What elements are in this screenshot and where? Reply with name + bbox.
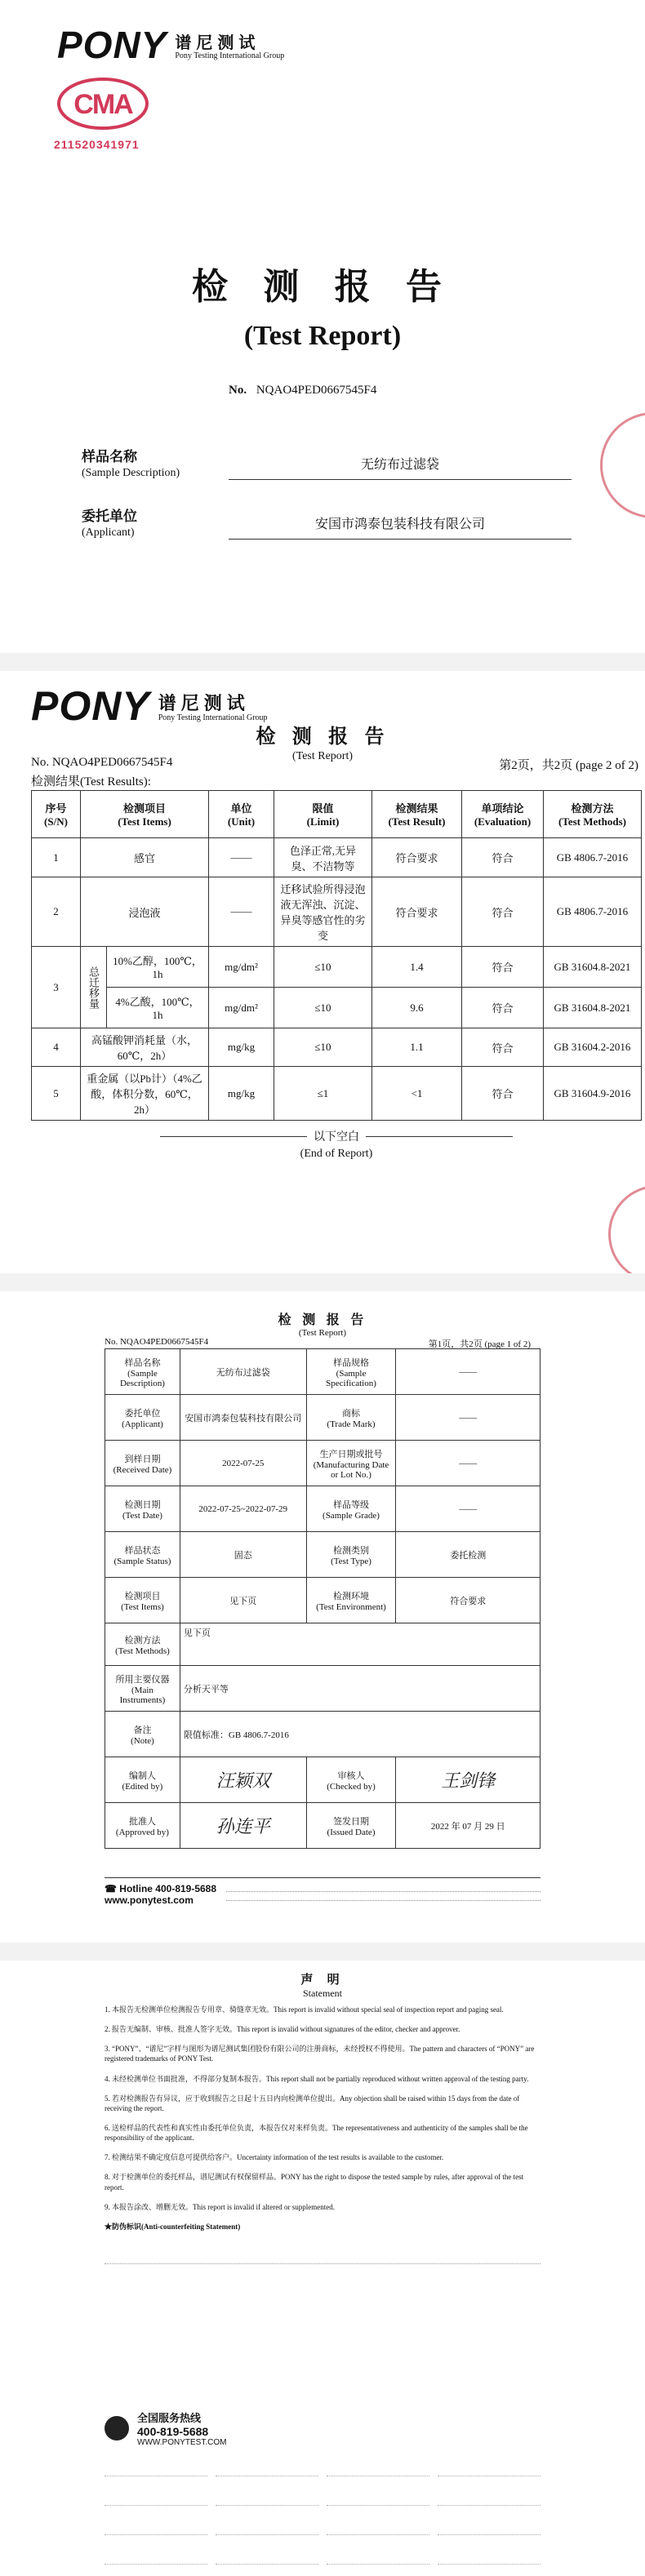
page-info: 第2页，共2页 (page 2 of 2) — [499, 759, 638, 772]
results-header-row — [32, 791, 642, 838]
statement-item: 7. 检测结果不确定度信息可提供给客户。Uncertainty information of the test results is available to the customer. — [105, 2153, 444, 2162]
results-label: 检测结果(Test Results): — [31, 775, 151, 788]
svg-text:CMA: CMA — [73, 89, 132, 120]
report-number: No. NQAO4PED0667545F4 — [105, 1337, 209, 1347]
hotline-block — [105, 2409, 226, 2447]
pony-round-logo-icon — [105, 2416, 129, 2441]
report-title-en: (Test Report) — [291, 750, 354, 762]
sample-field — [82, 445, 572, 480]
header-unit: 单位 (Unit) — [209, 791, 274, 838]
hotline-label: 全国服务热线 — [137, 2413, 202, 2425]
table-row: 1 感官 —— 色泽正常,无异臭、不洁物等 符合要求 符合 GB 4806.7-2016 — [32, 838, 642, 877]
sample-label-cn: 样品名称 — [82, 449, 137, 465]
report-number — [229, 384, 376, 398]
brand-name: PONY — [57, 24, 167, 66]
header-limit: 限值 (Limit) — [274, 791, 372, 838]
statement-item: 2. 报告无编制、审核、批准人签字无效。This report is invalid without signatures of the editor, checker and approver. — [105, 2025, 460, 2034]
statement-page — [0, 1961, 645, 2576]
applicant-value: 安国市鸿泰包装科技有限公司 — [229, 513, 572, 540]
checker-signature: 王剑锋 — [441, 1771, 496, 1792]
end-of-report-text: (End of Report) — [300, 1148, 373, 1160]
statement-item: 6. 送检样品的代表性和真实性由委托单位负责，本报告仅对来样负责。The representativeness and authenticity of the samples shall be the responsibility of the applicant. — [105, 2123, 528, 2143]
statement-item: 3. “PONY”、“谱尼”字样与图形为谱尼测试集团股份有限公司的注册商标，未经授权不得使用。The pattern and characters of “PONY” are registered trademarks of PONY Test. — [105, 2045, 535, 2063]
info-row: 备注 (Note) 限值标准：GB 4806.7-2016 — [105, 1712, 540, 1757]
page-footer — [105, 1877, 540, 1906]
info-row: 样品名称 (Sample Description) 无纺布过滤袋 样品规格 (Sample Specification) —— — [105, 1349, 540, 1395]
cma-code: 211520341971 — [54, 138, 140, 151]
company-logo — [57, 23, 284, 67]
results-page — [0, 671, 645, 1273]
table-row: 4%乙酸，100℃，1h mg/dm² ≤10 9.6 符合 GB 31604.8-2021 — [32, 988, 642, 1028]
sample-label-en: (Sample Description) — [82, 467, 180, 479]
company-seal-partial — [608, 1185, 645, 1273]
statement-title-en: Statement — [303, 1988, 342, 1999]
report-title-en: (Test Report) — [243, 321, 402, 351]
report-number-label: No. — [229, 384, 247, 397]
applicant-label-cn: 委托单位 — [82, 509, 137, 525]
table-row: 3 总迁移量 10%乙醇，100℃，1h mg/dm² ≤10 1.4 符合 GB 31604.8-2021 — [32, 947, 642, 988]
info-table — [105, 1348, 540, 1849]
header-methods: 检测方法 (Test Methods) — [544, 791, 642, 838]
statement-item: 8. 对于检测单位的委托样品，谱尼测试有权保留样品。PONY has the right to dispose the tested sample by rules, after approval of the test report. — [105, 2173, 524, 2192]
statement-item: 4. 未经检测单位书面批准，不得部分复制本报告。This report shall not be partially reproduced without written approval of the testing party. — [105, 2074, 529, 2083]
report-title-en: (Test Report) — [298, 1328, 347, 1338]
info-row: 样品状态 (Sample Status) 固态 检测类别 (Test Type) 委托检测 — [105, 1532, 540, 1578]
hotline: ☎ Hotline 400-819-5688 — [105, 1883, 217, 1894]
info-row: 委托单位 (Applicant) 安国市鸿泰包装科技有限公司 商标 (Trade Mark) —— — [105, 1395, 540, 1441]
brand-name: PONY — [31, 683, 150, 729]
website: WWW.PONYTEST.COM — [137, 2438, 227, 2447]
page-divider — [0, 1943, 645, 1961]
statement-title-cn: 声 明 — [300, 1972, 345, 1987]
signature-row: 批准人 (Approved by) 孙连平 签发日期 (Issued Date) 2022 年 07 月 29 日 — [105, 1803, 540, 1849]
website: www.ponytest.com — [105, 1894, 194, 1906]
info-row: 到样日期 (Received Date) 2022-07-25 生产日期或批号 (Manufacturing Date or Lot No.) —— — [105, 1441, 540, 1486]
table-row: 5 重金属（以Pb计）（4%乙酸，体积分数，60℃，2h） mg/kg ≤1 <1 符合 GB 31604.9-2016 — [32, 1067, 642, 1121]
statement-list — [105, 2005, 540, 2264]
brand-name-cn: 谱尼测试 — [175, 33, 260, 52]
header-sn: 序号 (S/N) — [32, 791, 81, 838]
approver-signature: 孙连平 — [216, 1817, 270, 1837]
cma-logo-icon — [54, 75, 152, 132]
report-title-cn: 检 测 报 告 — [192, 266, 453, 308]
statement-item: 5. 若对检测报告有异议，应于收到报告之日起十五日内向检测单位提出。Any objection shall be raised within 15 days from the date of receiving the report. — [105, 2094, 520, 2112]
page-divider — [0, 653, 645, 671]
table-row: 2 浸泡液 —— 迁移试验所得浸泡液无浑浊、沉淀、异臭等感官性的劣变 符合要求 符合 GB 4806.7-2016 — [32, 877, 642, 947]
editor-signature: 汪颖双 — [216, 1771, 270, 1792]
page-divider — [0, 1273, 645, 1291]
sample-value: 无纺布过滤袋 — [229, 454, 572, 480]
signature-row: 编制人 (Edited by) 汪颖双 审核人 (Checked by) 王剑锋 — [105, 1757, 540, 1803]
statement-item: 1. 本报告无检测单位检测报告专用章、骑缝章无效。This report is invalid without special seal of inspection report and paging seal. — [105, 2005, 504, 2014]
statement-item: 9. 本报告涂改、增删无效。This report is invalid if altered or supplemented. — [105, 2202, 335, 2211]
info-row: 检测日期 (Test Date) 2022-07-25~2022-07-29 样品等级 (Sample Grade) —— — [105, 1486, 540, 1532]
report-number: No. NQAO4PED0667545F4 — [31, 756, 173, 769]
report-title-cn: 检 测 报 告 — [256, 724, 389, 748]
applicant-field — [82, 504, 572, 540]
cover-page — [0, 0, 645, 653]
header-evaluation: 单项结论 (Evaluation) — [462, 791, 544, 838]
header-items: 检测项目 (Test Items) — [81, 791, 209, 838]
company-seal-partial — [600, 412, 645, 518]
header-result: 检测结果 (Test Result) — [372, 791, 462, 838]
brand-name-cn: 谱尼测试 — [158, 694, 250, 714]
applicant-label-en: (Applicant) — [82, 526, 135, 539]
issued-date: 2022 年 07 月 29 日 — [396, 1803, 540, 1849]
info-page — [0, 1291, 645, 1943]
page-info: 第1页，共2页 (page 1 of 2) — [428, 1339, 531, 1349]
cma-mark — [54, 75, 152, 151]
results-table — [31, 790, 642, 1121]
blank-line-text: 以下空白 — [314, 1131, 359, 1144]
table-row: 4 高锰酸钾消耗量（水，60℃，2h） mg/kg ≤10 1.1 符合 GB 31604.2-2016 — [32, 1028, 642, 1067]
branch-address-grid — [105, 2450, 540, 2565]
info-row: 检测方法 (Test Methods) 见下页 — [105, 1623, 540, 1666]
phone-icon: ☎ — [105, 1883, 117, 1894]
report-number-value: NQAO4PED0667545F4 — [256, 384, 377, 397]
anti-counterfeit-label: ★防伪标识(Anti-counterfeiting Statement) — [105, 2222, 241, 2231]
info-row: 检测项目 (Test Items) 见下页 检测环境 (Test Environment) 符合要求 — [105, 1578, 540, 1623]
info-row: 所用主要仪器 (Main Instruments) 分析天平等 — [105, 1666, 540, 1712]
brand-name-en: Pony Testing International Group — [158, 713, 268, 722]
end-of-report — [31, 1128, 642, 1161]
hotline-number: 400-819-5688 — [137, 2425, 209, 2438]
report-title-cn: 检 测 报 告 — [278, 1312, 367, 1327]
brand-name-en: Pony Testing International Group — [175, 51, 285, 60]
